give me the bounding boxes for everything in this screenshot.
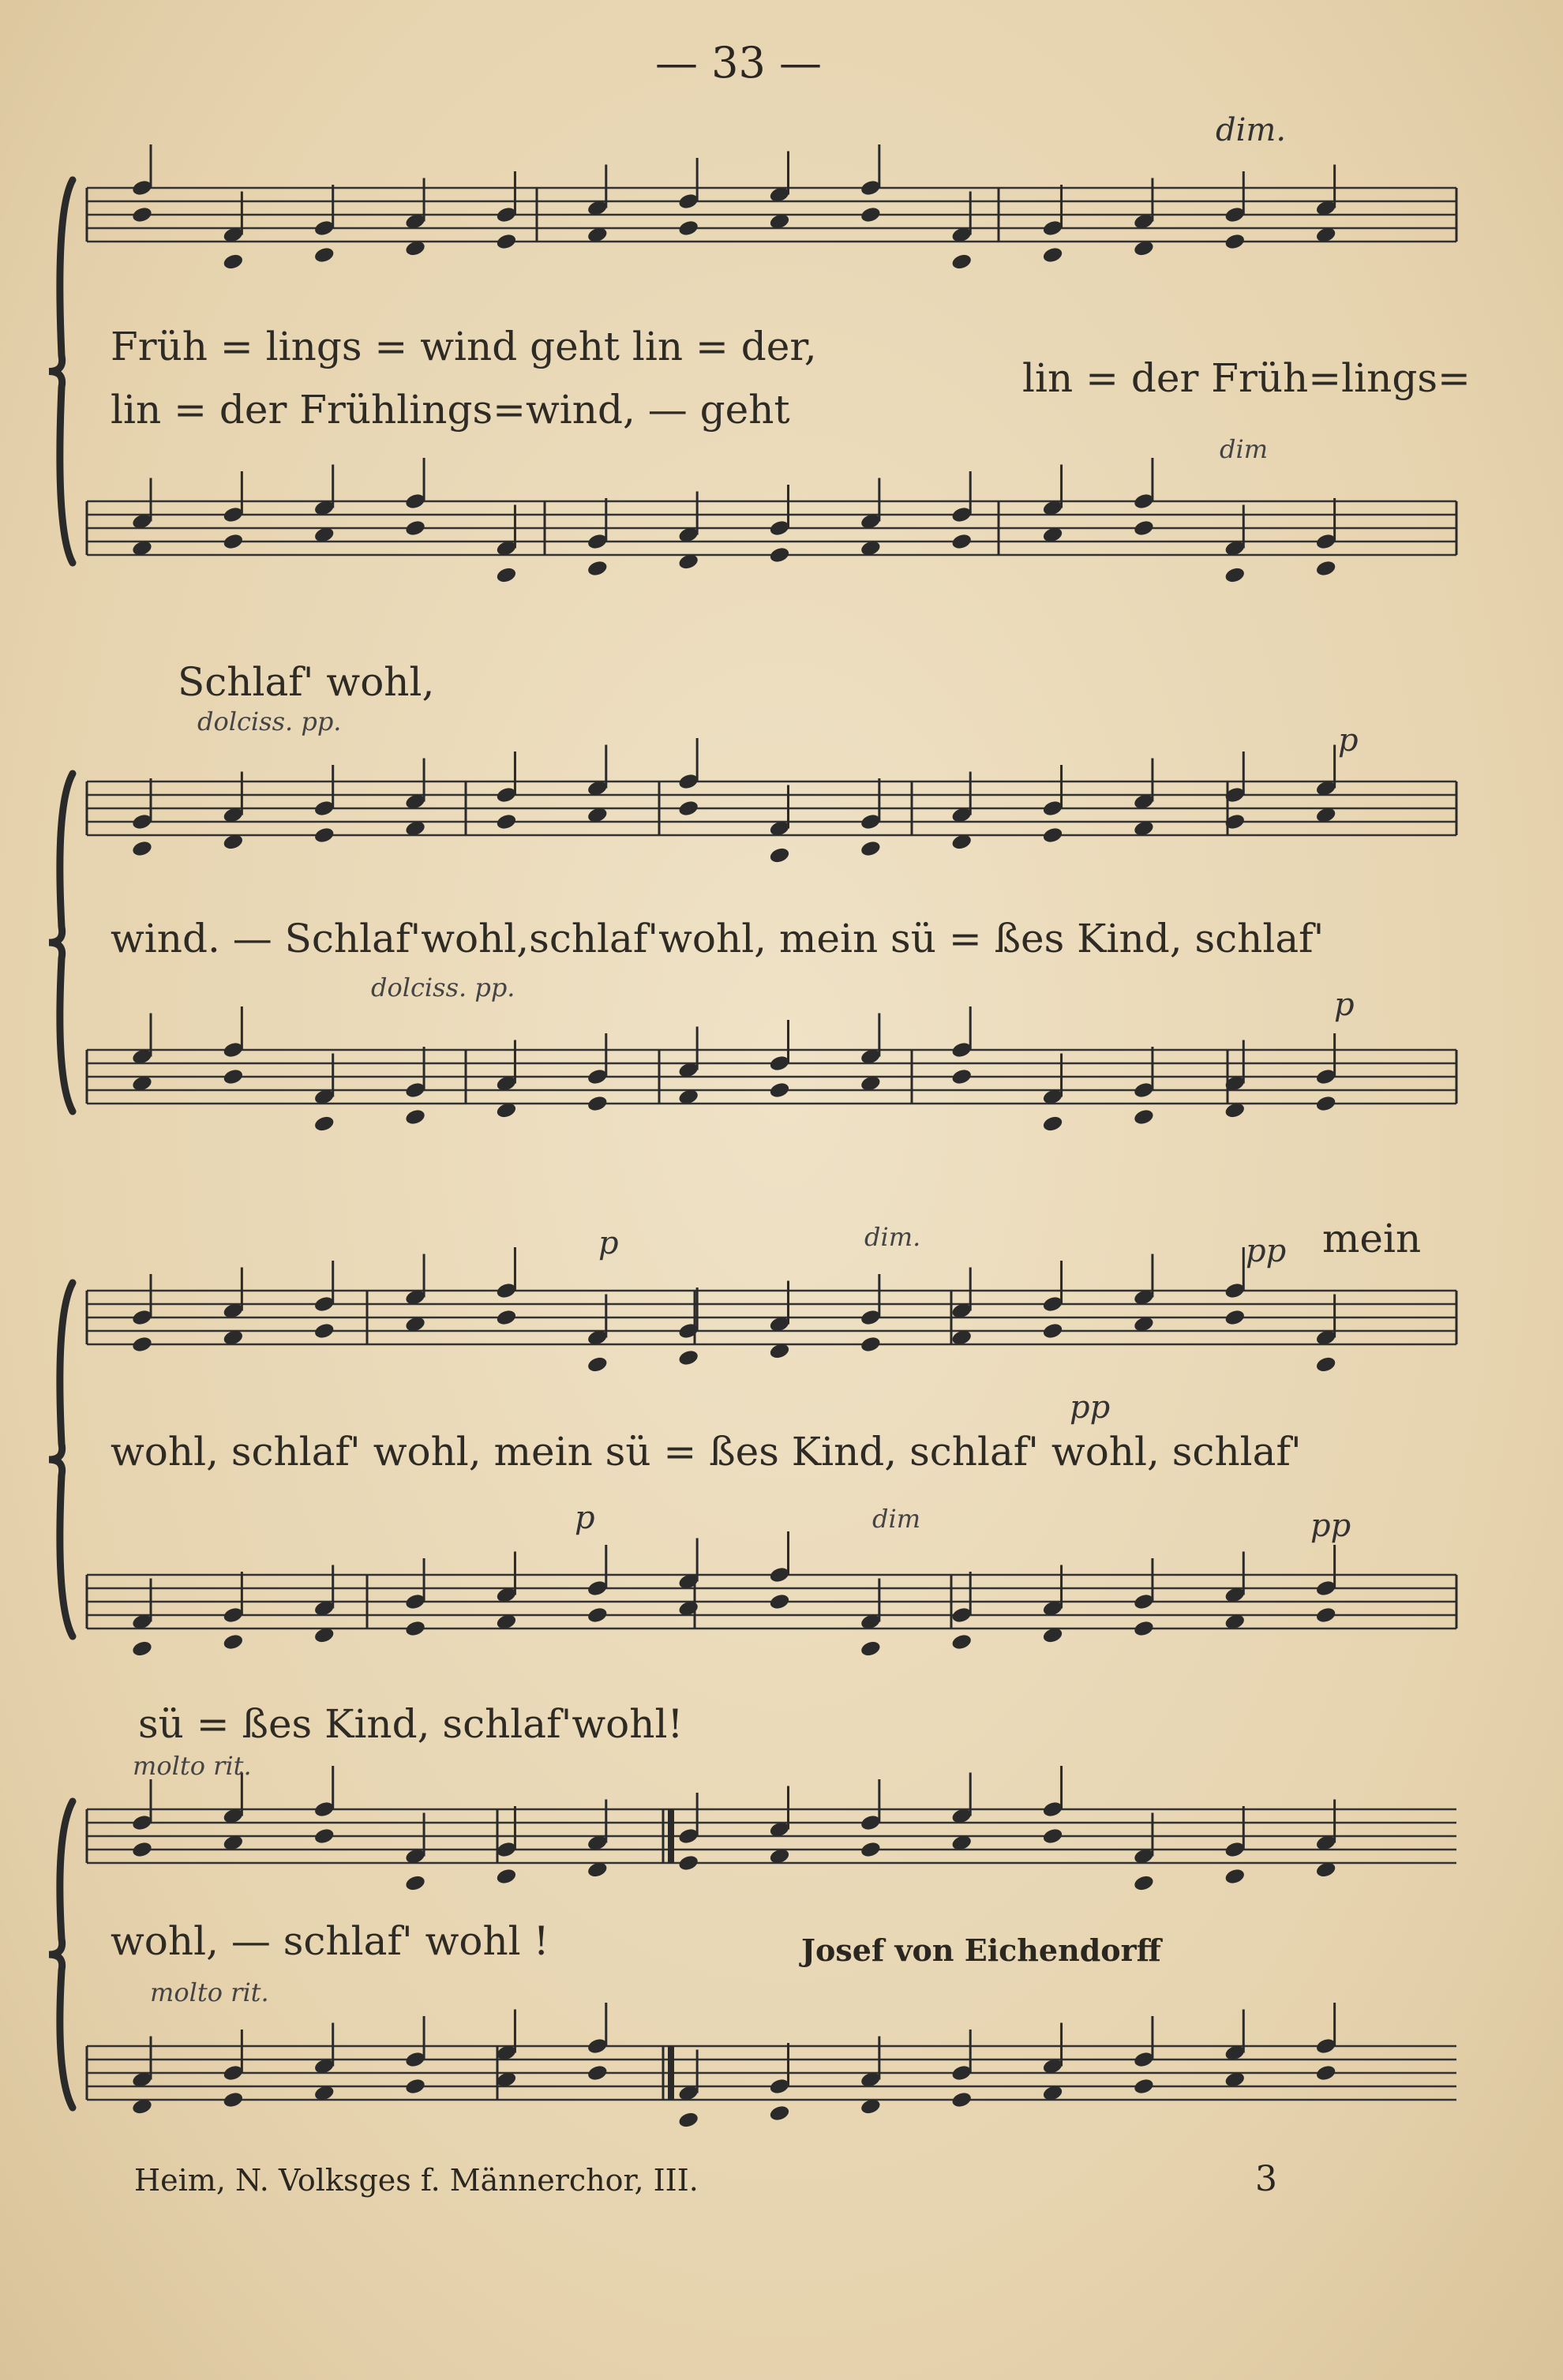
notehead xyxy=(768,1592,790,1610)
lyrics-upper: Früh = lings = wind geht lin = der, xyxy=(111,324,817,369)
notehead xyxy=(131,1640,153,1658)
notehead xyxy=(404,1619,426,1637)
lyric-mein: mein xyxy=(1322,1216,1422,1261)
notehead xyxy=(860,1335,882,1353)
notehead xyxy=(495,812,517,830)
dynamic-dolciss-lower: dolciss. pp. xyxy=(371,973,515,1003)
lyrics-system-4: wohl, — schlaf' wohl ! xyxy=(111,1918,549,1964)
notehead xyxy=(587,2063,609,2082)
notehead xyxy=(860,205,882,223)
notehead xyxy=(1133,519,1155,537)
notehead xyxy=(950,1067,973,1085)
notehead xyxy=(1133,2077,1155,2095)
notehead xyxy=(950,2090,973,2108)
dynamic-pp-mid: pp xyxy=(1070,1389,1111,1426)
lyrics-system-2: wind. — Schlaf'wohl,schlaf'wohl, mein sü = ßes Kind, schlaf' xyxy=(111,916,1325,961)
notehead xyxy=(131,1335,153,1353)
notehead xyxy=(1224,1867,1246,1885)
notehead xyxy=(677,799,699,817)
dynamic-dim-bottom: dim xyxy=(1220,434,1269,464)
dynamic-pp-lower-3: pp xyxy=(1310,1508,1351,1544)
notehead xyxy=(495,1308,517,1326)
notehead xyxy=(131,1840,153,1858)
system-brace xyxy=(49,1801,73,2108)
notehead xyxy=(313,1827,335,1845)
notehead xyxy=(222,2090,244,2108)
notehead xyxy=(404,1874,426,1892)
dynamic-dolciss-upper: dolciss. pp. xyxy=(197,707,342,736)
notehead xyxy=(404,519,426,537)
notehead xyxy=(768,1081,790,1099)
footer-source: Heim, N. Volksges f. Männerchor, III. xyxy=(134,2163,699,2198)
notehead xyxy=(587,1094,609,1112)
notehead xyxy=(860,839,882,857)
dynamic-dim-lower-3: dim xyxy=(872,1504,921,1534)
dynamic-dim-top: dim. xyxy=(1216,112,1287,148)
notehead xyxy=(404,2077,426,2095)
notehead xyxy=(950,532,973,550)
dynamic-p-lower-3: p xyxy=(575,1500,595,1536)
system-brace xyxy=(49,180,73,563)
notehead xyxy=(1224,566,1246,584)
notehead xyxy=(768,545,790,564)
footer-signature: 3 xyxy=(1255,2159,1277,2199)
notehead xyxy=(495,232,517,250)
notehead xyxy=(1042,1115,1064,1133)
notehead xyxy=(1224,232,1246,250)
lyric-schlaf-wohl: Schlaf' wohl, xyxy=(178,659,435,705)
notehead xyxy=(313,1115,335,1133)
notehead xyxy=(587,559,609,577)
notehead xyxy=(860,1840,882,1858)
notehead xyxy=(1315,1355,1337,1374)
dynamic-p-lower: p xyxy=(1334,987,1355,1023)
notehead xyxy=(313,826,335,844)
notehead xyxy=(587,1355,609,1374)
lyrics-lower: lin = der Frühlings=wind, — geht xyxy=(111,387,790,433)
notehead xyxy=(1042,826,1064,844)
system-brace xyxy=(49,1283,73,1636)
notehead xyxy=(1315,1094,1337,1112)
notehead xyxy=(222,253,244,271)
notehead xyxy=(587,1606,609,1624)
notehead xyxy=(950,1632,973,1651)
lyrics-upper-right: lin = der Früh=lings= xyxy=(1022,355,1471,401)
notehead xyxy=(495,566,517,584)
notehead xyxy=(677,2111,699,2129)
notehead xyxy=(860,1640,882,1658)
notehead xyxy=(768,2104,790,2122)
notehead xyxy=(1315,1606,1337,1624)
notehead xyxy=(1042,1827,1064,1845)
author-credit: Josef von Eichendorff xyxy=(801,1932,1161,1968)
notehead xyxy=(1133,1108,1155,1126)
dynamic-p-upper: p xyxy=(1338,722,1359,759)
tempo-molto-rit-lower: molto rit. xyxy=(150,1977,269,2007)
notehead xyxy=(222,1632,244,1651)
page-number: — 33 — xyxy=(655,38,823,88)
notehead xyxy=(222,532,244,550)
notehead xyxy=(495,1867,517,1885)
notehead xyxy=(1133,1874,1155,1892)
notehead xyxy=(313,245,335,264)
notehead xyxy=(677,1853,699,1872)
notehead xyxy=(1315,559,1337,577)
notehead xyxy=(1042,245,1064,264)
lyrics-system-3: wohl, schlaf' wohl, mein sü = ßes Kind, schlaf' wohl, schlaf' xyxy=(111,1429,1302,1475)
notehead xyxy=(1133,1619,1155,1637)
system-brace xyxy=(49,774,73,1111)
tempo-molto-rit-upper: molto rit. xyxy=(133,1751,252,1781)
dynamic-dim-3: dim. xyxy=(864,1222,921,1252)
dynamic-p-3: p xyxy=(598,1225,619,1261)
notehead xyxy=(313,1321,335,1340)
notehead xyxy=(677,1348,699,1366)
notehead xyxy=(222,1067,244,1085)
notehead xyxy=(131,205,153,223)
notehead xyxy=(1224,1308,1246,1326)
notehead xyxy=(404,1108,426,1126)
notehead xyxy=(1315,2063,1337,2082)
notehead xyxy=(1042,1321,1064,1340)
notehead xyxy=(768,846,790,864)
notehead xyxy=(131,839,153,857)
dynamic-pp-3: pp xyxy=(1246,1233,1287,1269)
notehead xyxy=(677,219,699,237)
notehead xyxy=(950,253,973,271)
lyric-sues-kind: sü = ßes Kind, schlaf'wohl! xyxy=(138,1701,684,1747)
